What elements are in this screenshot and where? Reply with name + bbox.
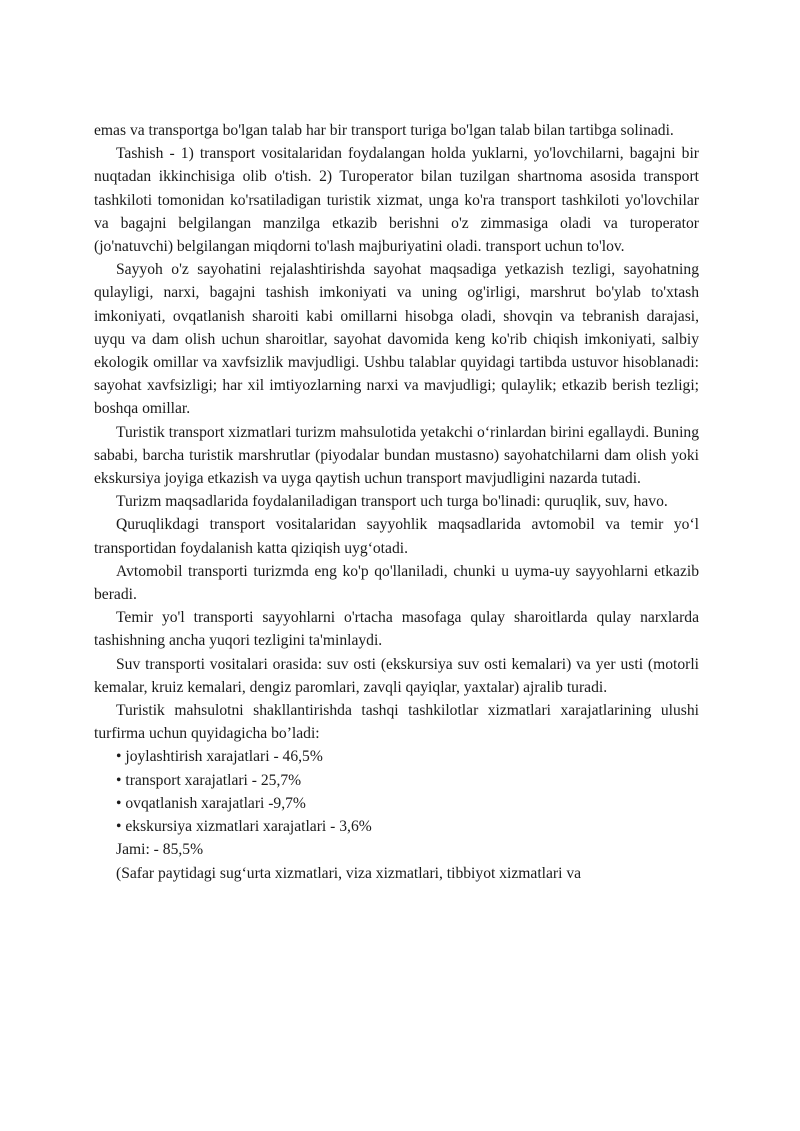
paragraph-transport-services: Turistik transport xizmatlari turizm mahsulotida yetakchi o‘rinlardan birini egallaydi. Buning sababi, barcha turistik marshrutlar (piyodalar bundan mustasno) sayohatchilarni dam olish yoki ekskursiya joyiga etkazish va uyga qaytish uchun transport mavjudligini nazarda tutadi.: [94, 423, 699, 488]
list-item-accommodation: • joylashtirish xarajatlari - 46,5%: [116, 748, 323, 766]
paragraph-continuation: emas va transportga bo'lgan talab har bir transport turiga bo'lgan talab bilan tartibga solinadi.: [94, 122, 674, 139]
paragraph-closing: (Safar paytidagi sug‘urta xizmatlari, viza xizmatlari, tibbiyot xizmatlari va: [116, 864, 582, 882]
list-item-catering: • ovqatlanish xarajatlari -9,7%: [116, 794, 306, 812]
list-item-transport: • transport xarajatlari - 25,7%: [116, 771, 302, 789]
paragraph-land-transport: Quruqlikdagi transport vositalaridan sayyohlik maqsadlarida avtomobil va temir yo‘l transportidan foydalanish katta qiziqish uyg‘otadi.: [94, 516, 699, 557]
paragraph-rail-transport: Temir yo'l transporti sayyohlarni o'rtacha masofaga qulay sharoitlarda qulay narxlarda tashishning ancha yuqori tezligini ta'minlaydi.: [94, 609, 699, 650]
paragraph-cost-share-intro: Turistik mahsulotni shakllantirishda tashqi tashkilotlar xizmatlari xarajatlarining ulushi turfirma uchun quyidagicha bo’ladi:: [94, 702, 699, 743]
list-item-excursion: • ekskursiya xizmatlari xarajatlari - 3,6%: [116, 818, 372, 836]
paragraph-transport-types: Turizm maqsadlarida foydalaniladigan transport uch turga bo'linadi: quruqlik, suv, havo.: [116, 493, 668, 511]
paragraph-water-transport: Suv transporti vositalari orasida: suv osti (ekskursiya suv osti kemalari) va yer usti (motorli kemalar, kruiz kemalari, dengiz paromlari, zavqli qayiqlar, yaxtalar) ajralib turadi.: [94, 655, 699, 696]
paragraph-auto-transport: Avtomobil transporti turizmda eng ko'p qo'llaniladi, chunki u uyma-uy sayyohlarni etkazib beradi.: [94, 562, 699, 604]
total-line: Jami: - 85,5%: [116, 841, 204, 859]
paragraph-tashish-definition: Tashish - 1) transport vositalaridan foydalangan holda yuklarni, yo'lovchilarni, bagajni bir nuqtadan ikkinchisiga olib o'tish. 2) Turoperator bilan tuzilgan shartnoma asosida transport tashkiloti tomonidan ko'rsatiladigan turistik xizmat, unga ko'ra transport tashkiloti yo'lovchilar va bagajni belgilangan manzilga etkazib berishni o'z zimmasiga oladi va turoperator (jo'natuvchi) belgilangan miqdorni to'lash majburiyatini oladi. transport uchun to'lov.: [94, 145, 699, 256]
paragraph-tourist-planning: Sayyoh o'z sayohatini rejalashtirishda sayohat maqsadiga yetkazish tezligi, sayohatning qulayligi, narxi, bagajni tashish imkoniyati va uning og'irligi, marshrut bo'ylab to'xtash imkoniyati, ovqatlanish sharoiti kabi omillarni hisobga oladi, shovqin va tebranish darajasi, uyqu va dam olish uchun sharoitlar, sayohat davomida keng ko'rib chiqish imkoniyati, salbiy ekologik omillar va xavfsizlik mavjudligi. Ushbu talablar quyidagi tartibda ustuvor hisoblanadi: sayohat xavfsizligi; har xil imtiyozlarning narxi va mavjudligi; qulaylik; etkazib berish tezligi; boshqa omillar.: [94, 261, 699, 418]
document-body: [94, 119, 699, 885]
